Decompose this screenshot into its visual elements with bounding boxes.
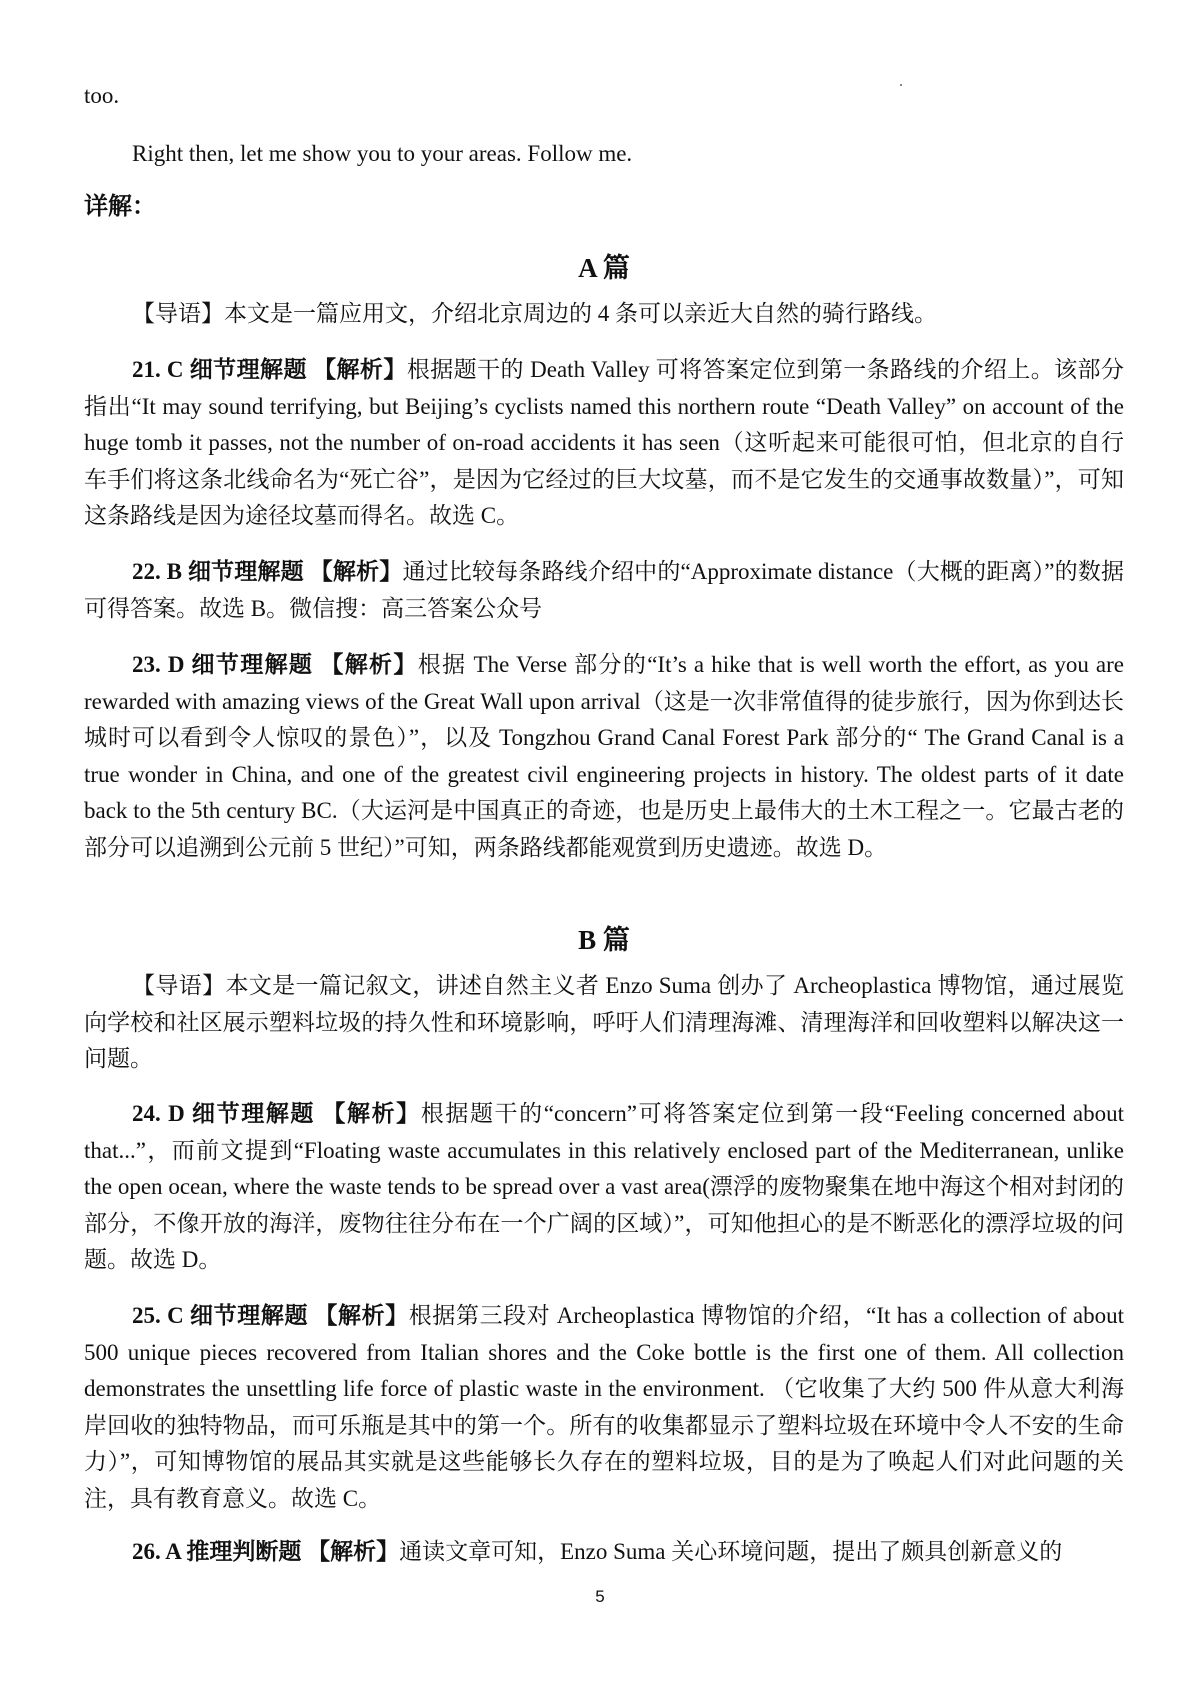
answer-24-label: 24. D 细节理解题 【解析】	[132, 1101, 421, 1126]
answer-22-text: 通过比较每条路线介绍中的“Approximate distance（大概的距离）”的数据可得答案。故选 B。微信搜：高三答案公众号	[84, 559, 1124, 621]
page-heading: 详解：	[84, 194, 156, 220]
answer-25-label: 25. C 细节理解题 【解析】	[132, 1303, 409, 1328]
section-b-title: B 篇	[578, 925, 630, 955]
answer-21	[84, 352, 1124, 535]
answer-22-label: 22. B 细节理解题 【解析】	[132, 559, 403, 584]
answer-25-text: 根据第三段对 Archeoplastica 博物馆的介绍，“It has a collection of about 500 unique pieces recovered from Italian shores and the Coke bottle is the first one of them. All collection demonstrates the unsettling life force of plastic waste in the environment. （它收集了大约 500 件从意大利海岸回收的独特物品，而可乐瓶是其中的第一个。所有的收集都显示了塑料垃圾在环境中令人不安的生命力）”，可知博物馆的展品其实就是这些能够长久存在的塑料垃圾，目的是为了唤起人们对此问题的关注，具有教育意义。故选 C。	[84, 1303, 1124, 1511]
answer-24-text: 根据题干的“concern”可将答案定位到第一段“Feeling concerned about that...”，而前文提到“Floating waste accumulates in this relatively enclosed part of the Mediterranean, unlike the open ocean, where the waste tends to be spread over a vast area(漂浮的废物聚集在地中海这个相对封闭的部分，不像开放的海洋，废物往往分布在一个广阔的区域）”，可知他担心的是不断恶化的漂浮垃圾的问题。故选 D。	[84, 1101, 1124, 1273]
answer-24	[84, 1096, 1124, 1279]
intro-line-2: Right then, let me show you to your areas. Follow me.	[132, 141, 633, 166]
answer-26-label: 26. A 推理判断题 【解析】	[132, 1539, 400, 1564]
answer-22	[84, 554, 1124, 627]
answer-26	[84, 1534, 1124, 1571]
section-a-lead: 【导语】本文是一篇应用文，介绍北京周边的 4 条可以亲近大自然的骑行路线。	[132, 301, 937, 326]
answer-23-label: 23. D 细节理解题 【解析】	[132, 652, 418, 677]
answer-23-text: 根据 The Verse 部分的“It’s a hike that is well worth the effort, as you are rewarded with amazing views of the Great Wall upon arrival（这是一次非常值得的徒步旅行，因为你到达长城时可以看到令人惊叹的景色）”，以及 Tongzhou Grand Canal Forest Park 部分的“ The Grand Canal is a true wonder in China, and one of the greatest civil engineering projects in history. The oldest parts of it date back to the 5th century BC.（大运河是中国真正的奇迹，也是历史上最伟大的土木工程之一。它最古老的部分可以追溯到公元前 5 世纪）”可知，两条路线都能观赏到历史遗迹。故选 D。	[84, 652, 1124, 860]
answer-21-text: 根据题干的 Death Valley 可将答案定位到第一条路线的介绍上。该部分指出“It may sound terrifying, but Beijing’s cyclists named this northern route “Death Valley” on account of the huge tomb it passes, not the number of on-road accidents it has seen（这听起来可能很可怕，但北京的自行车手们将这条北线命名为“死亡谷”，是因为它经过的巨大坟墓，而不是它发生的交通事故数量）”，可知这条路线是因为途径坟墓而得名。故选 C。	[84, 357, 1124, 529]
answer-21-label: 21. C 细节理解题 【解析】	[132, 357, 407, 382]
answer-25	[84, 1298, 1124, 1518]
page-number: 5	[595, 1587, 605, 1606]
intro-line-1: too.	[84, 83, 120, 108]
section-a-title: A 篇	[578, 253, 630, 283]
section-b-lead: 【导语】本文是一篇记叙文，讲述自然主义者 Enzo Suma 创办了 Archeoplastica 博物馆，通过展览向学校和社区展示塑料垃圾的持久性和环境影响，呼吁人们清理海滩、清理海洋和回收塑料以解决这一问题。	[84, 973, 1124, 1072]
answer-23	[84, 647, 1124, 867]
answer-26-text: 通读文章可知，Enzo Suma 关心环境问题，提出了颇具创新意义的	[399, 1539, 1063, 1564]
